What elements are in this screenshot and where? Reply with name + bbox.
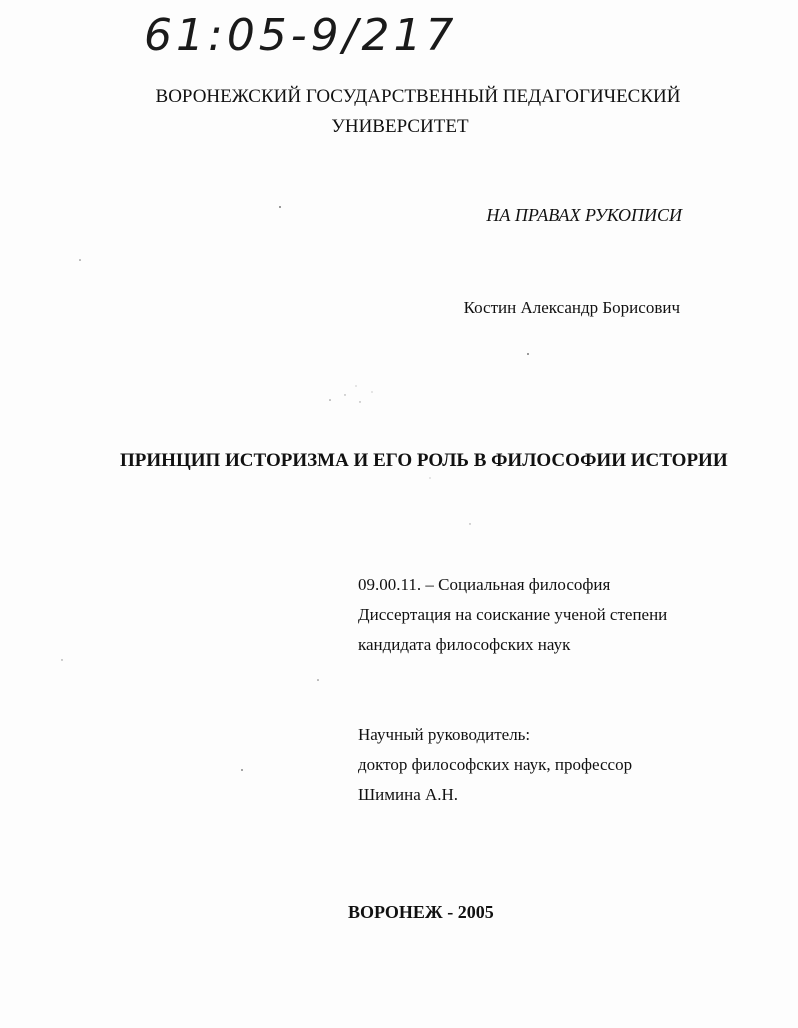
university-name-line2: УНИВЕРСИТЕТ (331, 116, 469, 137)
degree-line-1: Диссертация на соискание ученой степени (358, 605, 668, 624)
specialty-code-line: 09.00.11. – Социальная философия (358, 575, 611, 594)
supervisor-name: Шимина А.Н. (358, 785, 459, 804)
supervisor-label: Научный руководитель: (358, 725, 531, 744)
supervisor-title: доктор философских наук, профессор (358, 755, 633, 774)
manuscript-rights-note: НА ПРАВАХ РУКОПИСИ (486, 205, 682, 225)
degree-line-2: кандидата философских наук (358, 635, 571, 654)
city-year: ВОРОНЕЖ - 2005 (348, 902, 494, 922)
supervisor-block (358, 720, 632, 810)
university-name-line1: ВОРОНЕЖСКИЙ ГОСУДАРСТВЕННЫЙ ПЕДАГОГИЧЕСКИЙ (155, 86, 681, 107)
author-name: Костин Александр Борисович (463, 298, 680, 317)
handwritten-archive-code (140, 4, 520, 60)
archive-code-text: 61:05-9/217 (144, 10, 458, 60)
dissertation-title: ПРИНЦИП ИСТОРИЗМА И ЕГО РОЛЬ В ФИЛОСОФИИ ИСТОРИИ (120, 450, 728, 471)
specialty-block (358, 570, 667, 660)
